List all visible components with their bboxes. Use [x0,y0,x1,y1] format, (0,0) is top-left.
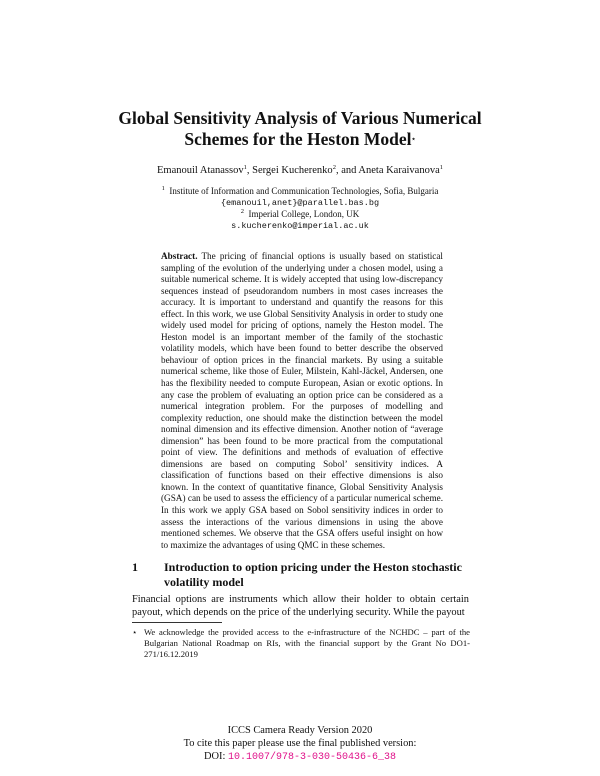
title-line-2: Schemes for the Heston Model [184,129,412,149]
affiliation-number: 2 [240,208,244,215]
doi-line [100,750,500,764]
section-body-text: Financial options are instruments which allow their holder to obtain certain payout, which depends on the price of the underlying security. While the payout [132,594,469,618]
abstract-text: The pricing of financial options is usually based on statistical sampling of the evolution of the underlying under a chosen model, using a suitable numerical scheme. It is widely accepted that using low-discrepancy sequences instead of pseudorandom numbers in most cases increases the accuracy. It is important to understand and quantify the reasons for this effect. In this work, we use Global Sensitivity Analysis in order to study one widely used model for pricing of options, namely the Heston model. The Heston model is an important member of the family of the stochastic volatility models, which have been found to better describe the observed behaviour of option prices in the financial markets. By using a suitable numerical scheme, like those of Euler, Milstein, Kahl-Jäckel, Andersen, one has the flexibility needed to compute European, Asian or exotic options. In any case the problem of evaluating an option price can be considered as a numerical integration problem. For the purposes of modelling and complexity reduction, one should make the distinction between the model nominal dimension and its effective dimension. Another notion of “average dimension” has been found to be more practical from the computational point of view. The definitions and methods of evaluation of effective dimensions are based on computing Sobol’ sensitivity indices. A classification of functions based on their effective dimensions is also known. In the context of quantitative finance, Global Sensitivity Analysis (GSA) can be used to assess the efficiency of a particular numerical scheme. In this work we apply GSA based on Sobol sensitivity indices in order to assess the interactions of the various dimensions in using the above mentioned schemes. We observe that the GSA offers useful insight on how to maximize the advantages of using QMC in these schemes. [161,251,443,550]
author-list [80,164,520,177]
author-name: Emanouil Atanassov [156,165,244,176]
author-separator: , and [335,165,359,176]
affiliation-2 [80,209,520,221]
affiliation-1 [80,186,520,198]
paper-title [100,108,500,150]
abstract-label: Abstract. [161,251,198,261]
citation-instruction: To cite this paper please use the final published version: [183,738,417,749]
title-footnote-mark: ⋆ [411,136,416,143]
doi-link[interactable]: 10.1007/978-3-030-50436-6_38 [227,752,396,763]
abstract [161,251,443,551]
footnote-text: We acknowledge the provided access to the e-infrastructure of the NCHDC – part of the Bulgarian National Roadmap on RIs, with the financial support by the Grant No DO1-271/16.12.2019 [144,627,470,659]
doi-label: DOI: [204,751,226,762]
author-affil-mark: 2 [332,164,336,171]
author-affil-mark: 1 [439,164,443,171]
affiliation-1-email[interactable]: {emanouil,anet}@parallel.bas.bg [220,197,380,208]
footnote-mark: ⋆ [132,627,138,637]
affiliations [80,186,520,232]
camera-ready-label: ICCS Camera Ready Version 2020 [227,725,373,736]
author-separator: , [246,165,253,176]
title-line-1: Global Sensitivity Analysis of Various Numerical [118,108,482,128]
footnote-divider [132,622,222,623]
author-affil-mark: 1 [243,164,247,171]
author-name: Aneta Karaivanova [358,165,440,176]
affiliation-number: 1 [161,185,165,192]
affiliation-name: Imperial College, London, UK [248,209,360,219]
footnote [132,627,470,660]
section-title: Introduction to option pricing under the Heston stochastic volatility model [164,560,462,589]
author-name: Sergei Kucherenko [252,165,333,176]
citation-notice [100,724,500,764]
affiliation-2-email[interactable]: s.kucherenko@imperial.ac.uk [231,220,369,231]
section-number: 1 [132,560,138,574]
affiliation-name: Institute of Information and Communication Technologies, Sofia, Bulgaria [169,186,439,196]
